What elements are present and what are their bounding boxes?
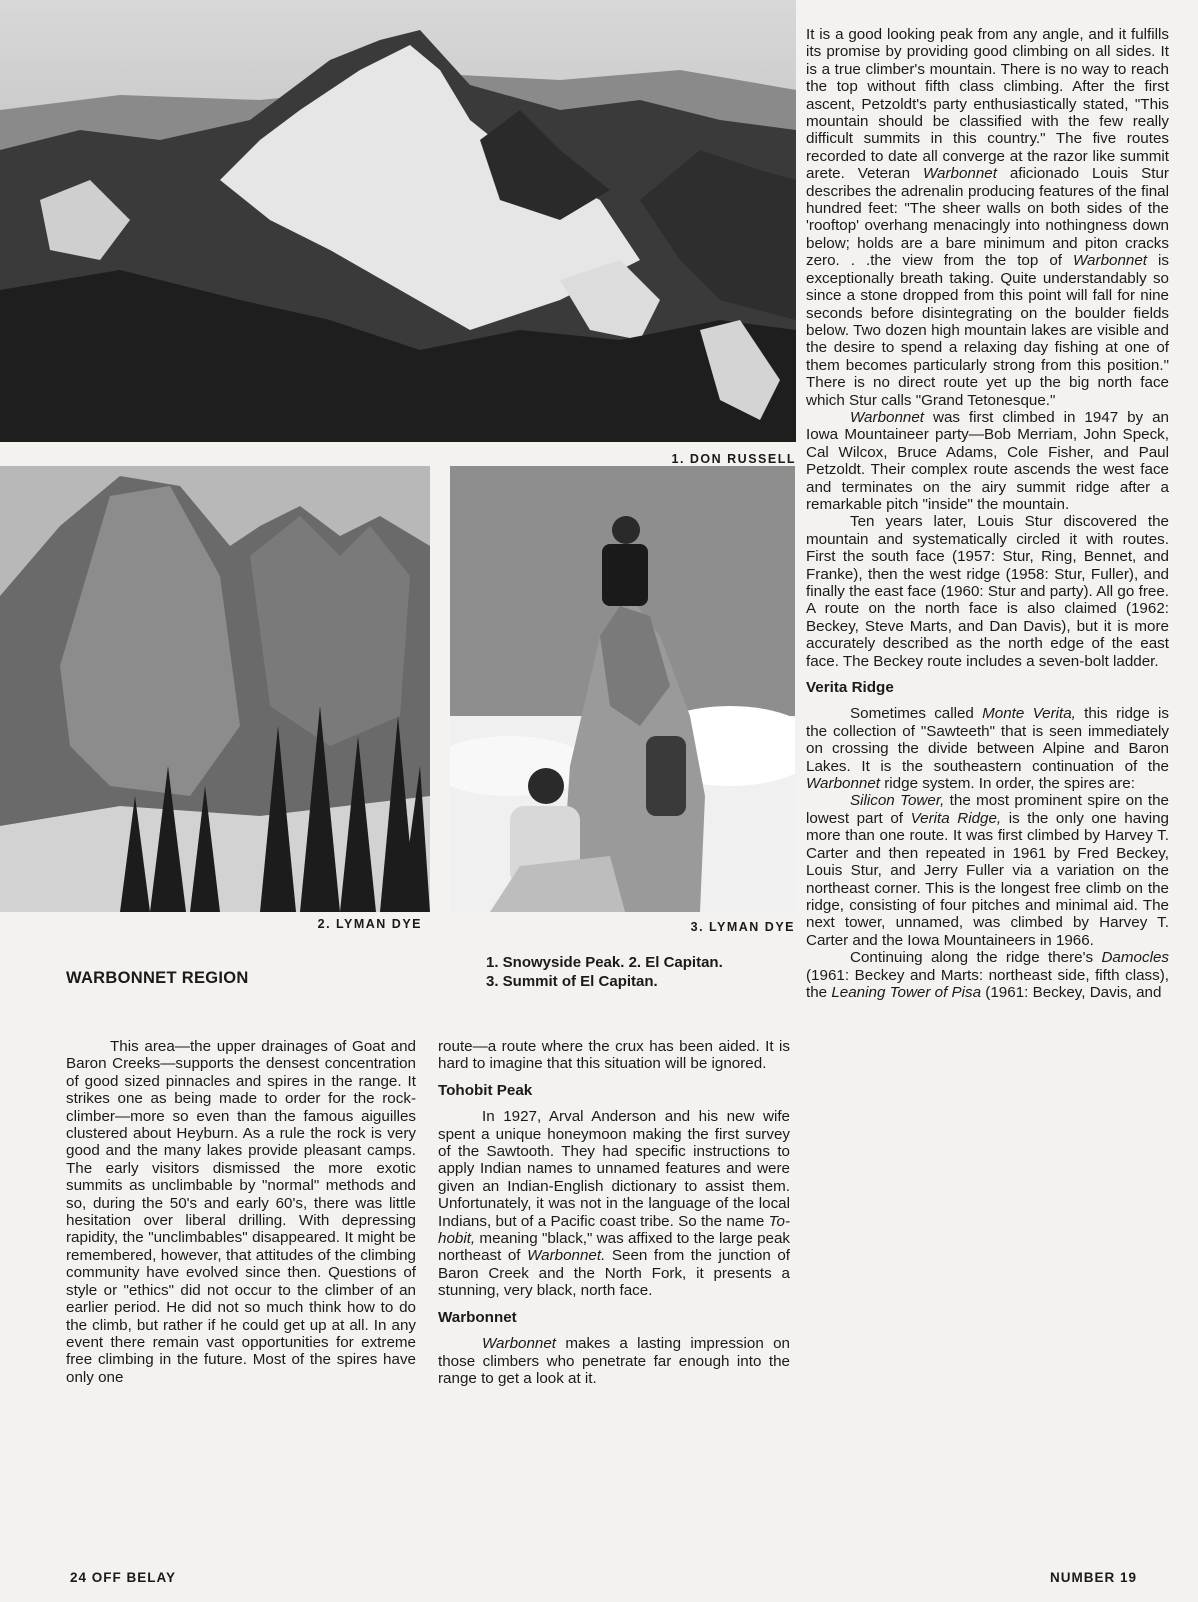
paragraph: In 1927, Arval Anderson and his new wife spent a unique honeymoon making the first survey of the Sawtooth. They had specific instructions to apply Indian names to unnamed features and were given an Indian-English dictionary to assist them. Unfortunately, it was not in the language of the local Indians, but of a Pacific coast tribe. So the name To-hobit, meaning "black," was affixed to the large peak northeast of Warbonnet. Seen from the junction of Baron Creek and the North Fork, it presents a stunning, very black, north face. xyxy=(438,1108,790,1300)
caption-line-1: 1. Snowyside Peak. 2. El Capitan. xyxy=(486,954,723,971)
photo-credit-2: 2. LYMAN DYE xyxy=(317,917,422,931)
middle-column xyxy=(438,1038,790,1387)
right-column xyxy=(806,26,1169,1001)
heading-verita-ridge: Verita Ridge xyxy=(806,679,894,697)
climbers-photo-el-capitan-summit xyxy=(450,466,795,912)
paragraph: Warbonnet makes a lasting impression on those climbers who penetrate far enough into the range to get a look at it. xyxy=(438,1335,790,1387)
paragraph: Warbonnet was first climbed in 1947 by an Iowa Mountaineer party—Bob Merriam, John Speck, Cal Wilcox, Bruce Adams, Cole Fisher, and Paul Petzoldt. Their complex route ascends the west face and terminates on the airy summit ridge after a remarkable pitch "inside" the mountain. xyxy=(806,408,1169,513)
heading-warbonnet: Warbonnet xyxy=(438,1308,517,1326)
photo-caption xyxy=(486,953,806,991)
footer-issue-number: NUMBER 19 xyxy=(1050,1570,1138,1585)
paragraph: Sometimes called Monte Verita, this ridge is the collection of "Sawteeth" that is seen immediately on crossing the divide between Alpine and Baron Lakes. It is the southeastern continuation of the Warbonnet ridge system. In order, the spires are: xyxy=(806,705,1169,793)
photo-credit-1: 1. DON RUSSELL xyxy=(671,452,796,466)
footer-page-number: 24 OFF BELAY xyxy=(70,1570,177,1585)
paragraph: Continuing along the ridge there's Damocles (1961: Beckey and Marts: northeast side, fifth class), the Leaning Tower of Pisa (1961: Beckey, Davis, and xyxy=(806,949,1169,1001)
mountain-photo-snowyside-peak xyxy=(0,0,796,442)
paragraph: This area—the upper drainages of Goat and Baron Creeks—supports the densest concentration of good sized pinnacles and spires in the range. It strikes one as being made to order for the rock-climber—more so even than the famous aiguilles clustered about Heyburn. As a rule the rock is very good and the many lakes provide pleasant camps. The early visitors dismissed the more exotic summits as unclimbable by "normal" methods and so, during the 50's and early 60's, there was little hesitation over liberal drilling. With depressing rapidity, the "unclimbables" disappeared. It might be remembered, however, that attitudes of the climbing community have evolved since then. Questions of style or "ethics" did not occur to the climber of an earlier period. He did not so much think how to do the climb, but rather if he could get up at all. In any event there remain vast opportunities for extreme free climbing in the future. Most of the spires have only one xyxy=(66,1038,416,1386)
heading-tohobit-peak: Tohobit Peak xyxy=(438,1081,533,1099)
caption-line-2: 3. Summit of El Capitan. xyxy=(486,973,658,990)
paragraph: Silicon Tower, the most prominent spire on the lowest part of Verita Ridge, is the only one having more than one route. It was first climbed by Harvey T. Carter and then repeated in 1961 by Fred Beckey, Louis Stur, and Jerry Fuller via a variation on the northeast corner. This is the longest free climb on the ridge, consisting of four pitches and minimal aid. The next tower, unnamed, was climbed by Harvey T. Carter and the Iowa Mountaineers in 1966. xyxy=(806,792,1169,949)
section-title: WARBONNET REGION xyxy=(66,969,249,987)
paragraph: It is a good looking peak from any angle, and it fulfills its promise by providing good climbing on all sides. It is a true climber's mountain. There is no way to reach the top without fifth class climbing. After the first ascent, Petzoldt's party enthusiastically stated, "This mountain should be classified with the few really difficult summits in this country." The five routes recorded to date all converge at the razor like summit arete. Veteran Warbonnet aficionado Louis Stur describes the adrenalin producing features of the final hundred feet: "The sheer walls on both sides of the 'rooftop' overhang menacingly into nothingness down below; holds are a bare minimum and piton cracks zero. . .the view from the top of Warbonnet is exceptionally breath taking. Quite understandably so since a stone dropped from this point will fall for nine seconds before disintegrating on the boulder fields below. Two dozen high mountain lakes are visible and the desire to spend a relaxing day fishing at one of them becomes particularly strong from this position." There is no direct route yet up the big north face which Stur calls "Grand Tetonesque." xyxy=(806,26,1170,409)
photo-credit-3: 3. LYMAN DYE xyxy=(690,920,795,934)
paragraph: route—a route where the crux has been aided. It is hard to imagine that this situation will be ignored. xyxy=(438,1038,790,1073)
mountain-photo-el-capitan xyxy=(0,466,430,912)
paragraph: Ten years later, Louis Stur discovered the mountain and systematically circled it with routes. First the south face (1957: Stur, Ring, Bennet, and Franke), then the west ridge (1958: Stur, Fuller), and finally the east face (1960: Stur and party). All go free. A route on the north face is also claimed (1962: Beckey, Steve Marts, and Dan Davis), but it is more accurately described as the north edge of the east face. The Beckey route includes a seven-bolt ladder. xyxy=(806,513,1169,670)
left-column xyxy=(66,1038,416,1386)
